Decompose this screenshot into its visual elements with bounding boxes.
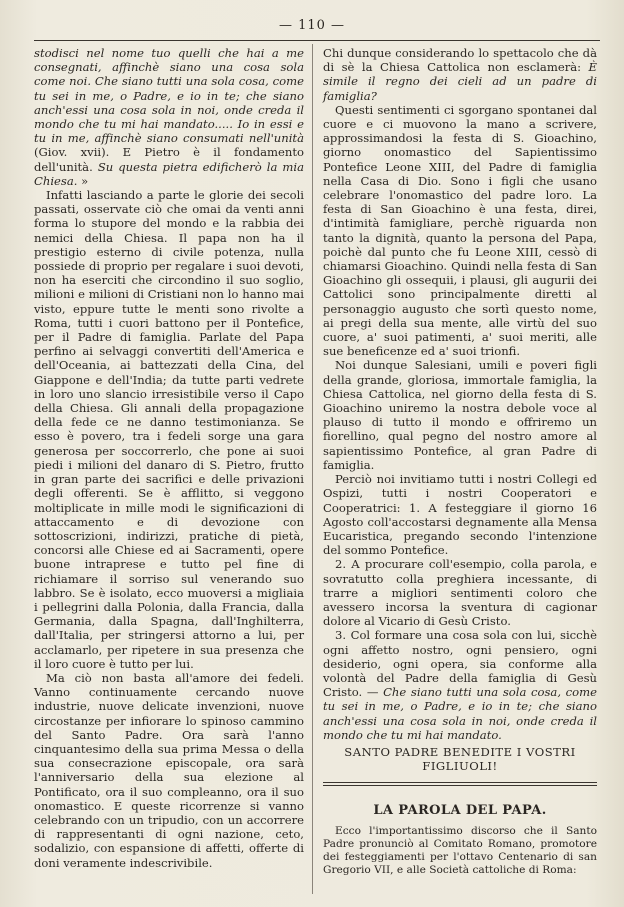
section-intro: Ecco l'importantissimo discorso che il Santo Padre pronunciò al Comitato Romano, promotore dei festeggiamenti per l'ottavo Centenario di san Gregorio VII, e alle Società cattoliche di Roma: (323, 824, 597, 876)
section-rule-bottom (323, 785, 597, 786)
paragraph-church-spectacle (323, 46, 597, 103)
gospel-reference: (Giov. xvii). (34, 145, 110, 160)
gospel-quote-paragraph (34, 46, 304, 188)
closing-acclamation: SANTO PADRE BENEDITE I VOSTRI FIGLIUOLI! (344, 744, 576, 774)
right-column (323, 46, 597, 877)
point-three-text: 3. Col formare una cosa sola con lui, sicchè ogni affetto nostro, ogni pensiero, ogni desiderio, ogni opera, sia conforme alla volontà del Padre della famiglia di Gesù Cristo. — (323, 628, 597, 700)
peter-sentence: E Pietro è il fondamento dell'unità. (34, 145, 305, 174)
paragraph-pope-devotion: Infatti lasciando a parte le glorie dei secoli passati, osservate ciò che omai da venti anni forma lo stupore del mondo e la rabbia dei nemici della Chiesa. Il papa non ha il prestigio esterno di civile potenza, nulla possiede di proprio per regalare i suoi devoti, non ha eserciti che circondino il suo soglio, milioni e milioni di Cristiani non lo hanno mai visto, eppure tutte le menti sono rivolte a Roma, tutti i cuori battono per il Pontefice, per il Padre di famiglia. Parlate del Papa perfino ai selvaggi convertiti dell'America e dell'Oceania, ai battezzati della Cina, del Giappone e dell'India; da tutte parti vedrete in loro uno slancio irresistibile verso il Capo della Chiesa. Gli annali della propagazione della fede ce ne danno testimonianza. Se esso è povero, tra i fedeli sorge una gara generosa per soccorrerlo, che pone ai suoi piedi i milioni del danaro di S. Pietro, frutto in gran parte dei sacrifici e delle privazioni degli offerenti. Se è afflitto, si veggono moltiplicate in mille modi le significazioni di attaccamento e di devozione con sottoscrizioni, indirizzi, pratiche di pietà, concorsi alle Chiese ed ai Sacramenti, opere buone intraprese e tutto pel fine di richiamare il sorriso sul venerando suo labbro. Se è isolato, ecco muoversi a migliaia i pellegrini dalla Polonia, dalla Francia, dalla Germania, dalla Spagna, dall'Inghilterra, dall'Italia, per stringersi attorno a lui, per acclamarlo, per ripetere in sua presenza che il loro cuore è tutto per lui. (34, 188, 304, 671)
paragraph-salesians: Noi dunque Salesiani, umili e poveri figli della grande, gloriosa, immortale famiglia, la Chiesa Cattolica, nel giorno della festa di S. Gioachino uniremo la nostra debole voce al plauso di tutto il mondo e offriremo un fiorellino, qual pegno del nostro amore al sapientissimo Pontefice, al gran Padre di famiglia. (323, 358, 597, 472)
church-spectacle-text: Chi dunque considerando lo spettacolo che dà di sè la Chiesa Cattolica non esclamerà: (323, 46, 597, 75)
peter-quote: Su questa pietra edificherò la mia Chiesa. (34, 159, 304, 188)
paragraph-st-joachim-feast: Questi sentimenti ci sgorgano spontanei dal cuore e ci muovono la mano a scrivere, approssimandosi la festa di S. Gioachino, giorno onomastico del Sapientissimo Pontefice Leone XIII, del Padre di famiglia nella Casa di Dio. Sono i figli che usano celebrare l'onomastico del padre loro. La festa di San Gioachino è una festa, direi, d'intimità famigliare, perchè riguarda non tanto la dignità, quanto la persona del Papa, poichè dal punto che fu Leone XIII, cessò di chiamarsi Gioachino. Quindi nella festa di San Gioachino gli ossequii, i plausi, gli augurii dei Cattolici sono principalmente diretti al personaggio augusto che sortì questo nome, ai pregi della sua mente, alle virtù del suo cuore, a' suoi patimenti, a' suoi meriti, alle sue beneficenze ed a' suoi trionfi. (323, 102, 597, 359)
unity-quote: Che siano tutti una sola cosa, come tu sei in me, o Padre, e io in te; che siano anch'essi una cosa sola in noi, onde creda il mondo che tu mi hai mandato. (323, 685, 597, 742)
paragraph-point-three (323, 628, 597, 742)
header-rule (34, 40, 600, 41)
paragraph-anniversaries: Ma ciò non basta all'amore dei fedeli. Vanno continuamente cercando nuove industrie, nuove delicate invenzioni, nuove circostanze per infiorare lo spinoso cammino del Santo Padre. Ora sarà l'anno cinquantesimo della sua prima Messa o della sua consecrazione episcopale, ora sarà l'anniversario della sua elezione al Pontificato, ora il suo compleanno, ora il suo onomastico. E queste ricorrenze si vanno celebrando con un tripudio, con un accorrere di rappresentanti di ogni nazione, ceto, sodalizio, con espansione di affetti, offerte di doni veramente indescrivibile. (34, 670, 304, 870)
kingdom-quote: È simile il regno dei cieli ad un padre di famiglia? (323, 60, 597, 103)
paragraph-invitation: Perciò noi invitiamo tutti i nostri Collegi ed Ospizi, tutti i nostri Cooperatori e Cooperatrici: 1. A festeggiare il giorno 16 Agosto coll'accostarsi degnamente alla Mensa Eucaristica, pregando secondo l'intenzione del sommo Pontefice. (323, 472, 597, 558)
gospel-quote: stodisci nel nome tuo quelli che hai a me consegnati, affinchè siano una cosa sola come noi. Che siano tutti una sola cosa, come tu sei in me, o Padre, e io in te; che siano anch'essi una cosa sola in noi, onde creda il mondo che tu mi hai mandato..... Io in essi e tu in me, affinchè siano consumati nell'unità (34, 46, 304, 146)
column-divider (312, 44, 313, 894)
section-title: LA PAROLA DEL PAPA. (373, 803, 547, 819)
paragraph-point-two: 2. A procurare coll'esempio, colla parola, e sovratutto colla preghiera incessante, di trarre a migliori sentimenti coloro che avessero incorsa la sventura di cagionar dolore al Vicario di Gesù Cristo. (323, 557, 597, 629)
quote-close: » (77, 173, 89, 188)
section-rule-top (323, 782, 597, 783)
left-column (34, 46, 304, 870)
page-number: — 110 — (278, 18, 346, 33)
